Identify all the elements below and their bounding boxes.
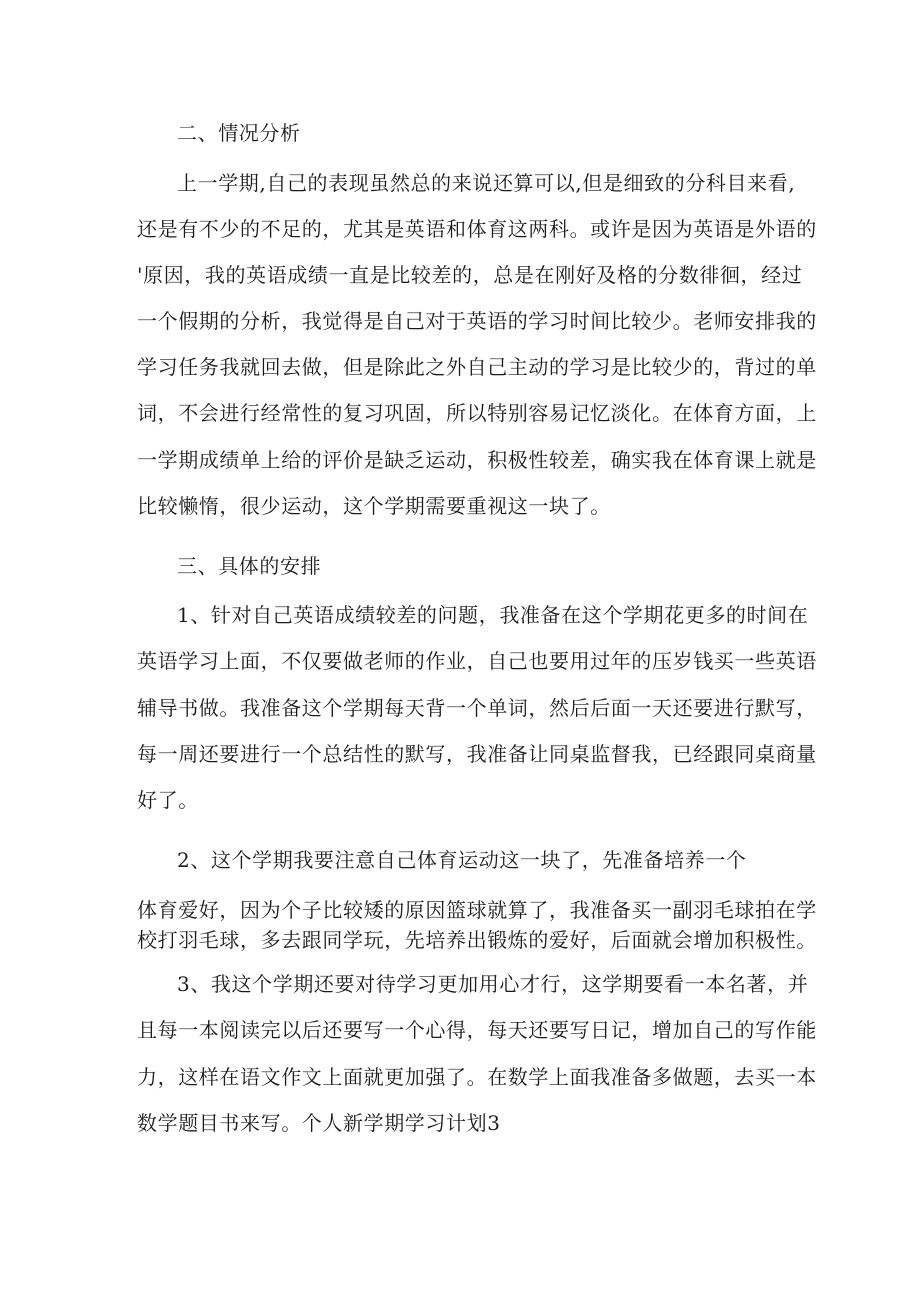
paragraph-line: 一个假期的分析，我觉得是自己对于英语的学习时间比较少。老师安排我的: [137, 309, 817, 333]
paragraph-line: 2、这个学期我要注意自己体育运动这一块了，先准备培养一个: [177, 848, 747, 872]
paragraph-line: 英语学习上面，不仅要做老师的作业，自己也要用过年的压岁钱买一些英语: [137, 649, 817, 673]
paragraph-line: 一学期成绩单上给的评价是缺乏运动，积极性较差，确实我在体育课上就是: [137, 448, 817, 472]
paragraph-line: 1、针对自己英语成绩较差的问题，我准备在这个学期花更多的时间在: [177, 603, 809, 627]
paragraph-line: 且每一本阅读完以后还要写一个心得，每天还要写日记，增加自己的写作能: [137, 1018, 817, 1042]
paragraph-line: 力，这样在语文作文上面就更加强了。在数学上面我准备多做题，去买一本: [137, 1065, 817, 1089]
paragraph-line: 数学题目书来写。个人新学期学习计划3: [137, 1111, 501, 1135]
section-heading-situation-analysis: 二、情况分析: [177, 121, 301, 145]
paragraph-line: '原因，我的英语成绩一直是比较差的，总是在刚好及格的分数徘徊，经过: [137, 263, 803, 287]
paragraph-line: 学习任务我就回去做，但是除此之外自己主动的学习是比较少的，背过的单: [137, 355, 817, 379]
paragraph-line: 词，不会进行经常性的复习巩固，所以特别容易记忆淡化。在体育方面，上: [137, 401, 817, 425]
paragraph-line: 辅导书做。我准备这个学期每天背一个单词，然后后面一天还要进行默写，: [137, 696, 817, 720]
paragraph-line: 还是有不少的不足的，尤其是英语和体育这两科。或许是因为英语是外语的: [137, 217, 817, 241]
paragraph-line: 3、我这个学期还要对待学习更加用心才行，这学期要看一本名著，并: [177, 972, 809, 996]
paragraph-line: 上一学期,自己的表现虽然总的来说还算可以,但是细致的分科目来看,: [177, 171, 796, 195]
paragraph-line: 比较懒惰，很少运动，这个学期需要重视这一块了。: [137, 494, 611, 518]
paragraph-line: 体育爱好，因为个子比较矮的原因篮球就算了，我准备买一副羽毛球拍在学: [137, 898, 817, 922]
paragraph-line: 好了。: [137, 788, 199, 812]
section-heading-specific-arrangements: 三、具体的安排: [177, 554, 322, 578]
paragraph-line: 每一周还要进行一个总结性的默写，我准备让同桌监督我，已经跟同桌商量: [137, 742, 817, 766]
paragraph-line: 校打羽毛球，多去跟同学玩，先培养出锻炼的爱好，后面就会增加积极性。: [137, 928, 817, 952]
